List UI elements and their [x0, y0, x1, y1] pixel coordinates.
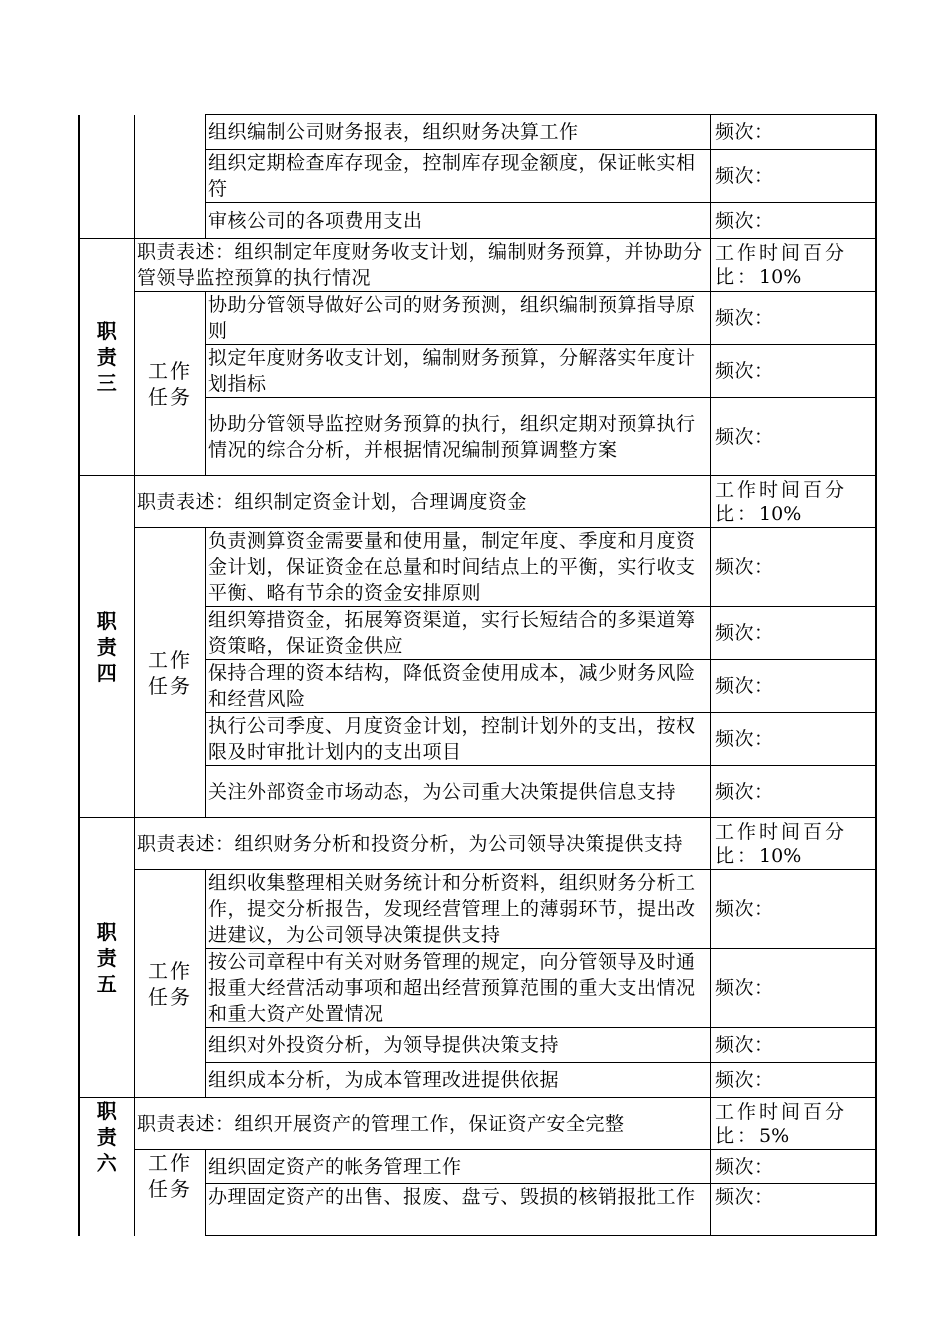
task-cell: 协助分管领导做好公司的财务预测，组织编制预算指导原则 — [206, 292, 711, 345]
task-cell: 组织编制公司财务报表，组织财务决算工作 — [206, 115, 711, 150]
duties-table — [78, 114, 877, 1236]
frequency-cell: 频次： — [711, 713, 877, 766]
frequency-cell: 频次： — [711, 292, 877, 345]
duty-4-statement: 职责表述：组织制定资金计划，合理调度资金 — [135, 476, 711, 528]
duty-5-statement: 职责表述：组织财务分析和投资分析，为公司领导决策提供支持 — [135, 818, 711, 870]
duty-3-work-task-label: 工作任务 — [135, 292, 206, 476]
task-cell: 组织成本分析，为成本管理改进提供依据 — [206, 1063, 711, 1098]
work-task-cell-continued — [135, 115, 206, 239]
frequency-cell: 频次： — [711, 607, 877, 660]
frequency-cell: 频次： — [711, 949, 877, 1028]
duty-3-title: 职责三 — [79, 239, 135, 476]
frequency-cell: 频次： — [711, 1063, 877, 1098]
task-cell: 负责测算资金需要量和使用量，制定年度、季度和月度资金计划，保证资金在总量和时间结点上的平衡，实行收支平衡、略有节余的资金安排原则 — [206, 528, 711, 607]
duty-4-time-percent: 工作时间百分比：10% — [711, 476, 877, 528]
task-cell: 组织筹措资金，拓展筹资渠道，实行长短结合的多渠道筹资策略，保证资金供应 — [206, 607, 711, 660]
frequency-cell: 频次： — [711, 115, 877, 150]
frequency-cell: 频次： — [711, 528, 877, 607]
task-cell: 拟定年度财务收支计划，编制财务预算，分解落实年度计划指标 — [206, 345, 711, 398]
frequency-cell: 频次： — [711, 870, 877, 949]
duty-6-statement: 职责表述：组织开展资产的管理工作，保证资产安全完整 — [135, 1098, 711, 1150]
duty-3-statement: 职责表述：组织制定年度财务收支计划，编制财务预算，并协助分管领导监控预算的执行情况 — [135, 239, 711, 292]
task-cell: 关注外部资金市场动态，为公司重大决策提供信息支持 — [206, 766, 711, 818]
task-cell: 组织定期检查库存现金，控制库存现金额度，保证帐实相符 — [206, 150, 711, 203]
task-cell: 组织收集整理相关财务统计和分析资料，组织财务分析工作，提交分析报告，发现经营管理上的薄弱环节，提出改进建议，为公司领导决策提供支持 — [206, 870, 711, 949]
task-cell: 执行公司季度、月度资金计划，控制计划外的支出，按权限及时审批计划内的支出项目 — [206, 713, 711, 766]
duty-3-time-percent: 工作时间百分比：10% — [711, 239, 877, 292]
frequency-cell: 频次： — [711, 150, 877, 203]
duty-5-work-task-label: 工作任务 — [135, 870, 206, 1098]
duty-6-title: 职责六 — [79, 1098, 135, 1236]
frequency-cell: 频次： — [711, 1150, 877, 1184]
frequency-cell: 频次： — [711, 398, 877, 476]
frequency-cell: 频次： — [711, 345, 877, 398]
task-cell: 办理固定资产的出售、报废、盘亏、毁损的核销报批工作 — [206, 1184, 711, 1236]
task-cell: 组织固定资产的帐务管理工作 — [206, 1150, 711, 1184]
frequency-cell: 频次： — [711, 660, 877, 713]
frequency-cell: 频次： — [711, 766, 877, 818]
duty-4-work-task-label: 工作任务 — [135, 528, 206, 818]
task-cell: 保持合理的资本结构，降低资金使用成本，减少财务风险和经营风险 — [206, 660, 711, 713]
frequency-cell: 频次： — [711, 203, 877, 239]
task-cell: 协助分管领导监控财务预算的执行，组织定期对预算执行情况的综合分析，并根据情况编制预算调整方案 — [206, 398, 711, 476]
duty-6-work-task-label: 工作任务 — [135, 1150, 206, 1236]
duty-6-time-percent: 工作时间百分比：5% — [711, 1098, 877, 1150]
task-cell: 按公司章程中有关对财务管理的规定，向分管领导及时通报重大经营活动事项和超出经营预算范围的重大支出情况和重大资产处置情况 — [206, 949, 711, 1028]
duty-5-title: 职责五 — [79, 818, 135, 1098]
duty-4-title: 职责四 — [79, 476, 135, 818]
duty-cell-continued — [79, 115, 135, 239]
frequency-cell: 频次： — [711, 1184, 877, 1236]
frequency-cell: 频次： — [711, 1028, 877, 1063]
task-cell: 审核公司的各项费用支出 — [206, 203, 711, 239]
task-cell: 组织对外投资分析，为领导提供决策支持 — [206, 1028, 711, 1063]
duty-5-time-percent: 工作时间百分比：10% — [711, 818, 877, 870]
